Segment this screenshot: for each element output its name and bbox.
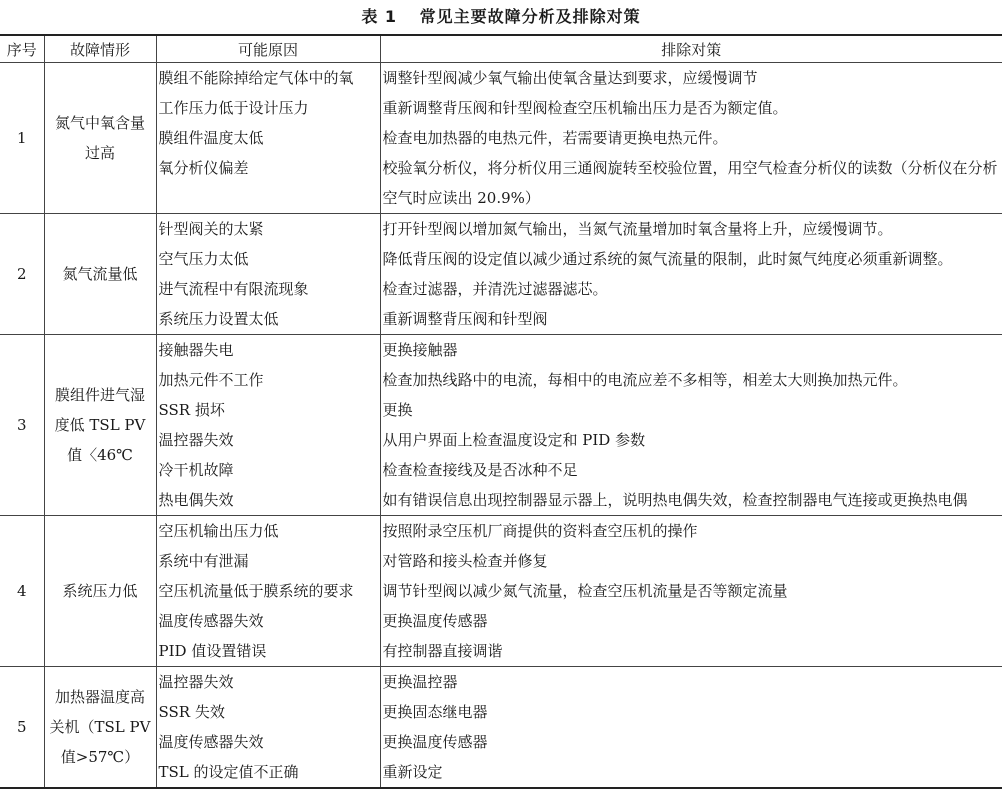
remedy-cell: 有控制器直接调谐 [380,636,1002,667]
remedy-cell: 如有错误信息出现控制器显示器上，说明热电偶失效，检查控制器电气连接或更换热电偶 [380,485,1002,516]
fault-symptom: 加热器温度高关机（TSL PV 值>57℃） [44,667,156,789]
cause-cell: TSL 的设定值不正确 [156,757,380,788]
row-index: 4 [0,516,44,667]
remedy-cell: 检查过滤器，并清洗过滤器滤芯。 [380,274,1002,304]
cause-cell: 针型阀关的太紧 [156,214,380,245]
cause-cell: 系统中有泄漏 [156,546,380,576]
remedy-cell: 重新设定 [380,757,1002,788]
header-cause: 可能原因 [156,35,380,63]
cause-cell: 空压机输出压力低 [156,516,380,547]
cause-cell: 热电偶失效 [156,485,380,516]
cause-cell: 加热元件不工作 [156,365,380,395]
cause-cell: SSR 损坏 [156,395,380,425]
cause-cell: 温控器失效 [156,667,380,698]
cause-cell: 空气压力太低 [156,244,380,274]
fault-analysis-table [0,34,1002,789]
remedy-cell: 校验氧分析仪，将分析仪用三通阀旋转至校验位置，用空气检查分析仪的读数（分析仪在分析空气时应读出 20.9%） [380,153,1002,214]
remedy-cell: 更换固态继电器 [380,697,1002,727]
remedy-cell: 检查电加热器的电热元件，若需要请更换电热元件。 [380,123,1002,153]
table-row [0,667,1002,698]
table-row [0,516,1002,547]
remedy-cell: 对管路和接头检查并修复 [380,546,1002,576]
table-header-row [0,35,1002,63]
fault-symptom: 氮气中氧含量过高 [44,63,156,214]
table-row [0,214,1002,245]
header-idx: 序号 [0,35,44,63]
remedy-cell: 更换 [380,395,1002,425]
remedy-cell: 检查加热线路中的电流，每相中的电流应差不多相等，相差太大则换加热元件。 [380,365,1002,395]
header-symptom: 故障情形 [44,35,156,63]
table-row [0,63,1002,94]
cause-cell: 系统压力设置太低 [156,304,380,335]
table-title: 常见主要故障分析及排除对策 [419,7,641,26]
row-index: 5 [0,667,44,789]
cause-cell: 冷干机故障 [156,455,380,485]
remedy-cell: 更换温度传感器 [380,606,1002,636]
remedy-cell: 按照附录空压机厂商提供的资料查空压机的操作 [380,516,1002,547]
cause-cell: 膜组件温度太低 [156,123,380,153]
cause-cell: PID 值设置错误 [156,636,380,667]
remedy-cell: 更换温控器 [380,667,1002,698]
cause-cell: 膜组不能除掉给定气体中的氧 [156,63,380,94]
cause-cell: 温度传感器失效 [156,606,380,636]
row-index: 2 [0,214,44,335]
table-caption [0,0,1002,34]
remedy-cell: 检查检查接线及是否冰种不足 [380,455,1002,485]
header-remedy: 排除对策 [380,35,1002,63]
remedy-cell: 更换接触器 [380,335,1002,366]
table-number: 表 1 [361,7,398,26]
cause-cell: 接触器失电 [156,335,380,366]
cause-cell: 工作压力低于设计压力 [156,93,380,123]
cause-cell: 温控器失效 [156,425,380,455]
row-index: 1 [0,63,44,214]
table-row [0,335,1002,366]
remedy-cell: 打开针型阀以增加氮气输出，当氮气流量增加时氧含量将上升，应缓慢调节。 [380,214,1002,245]
remedy-cell: 重新调整背压阀和针型阀 [380,304,1002,335]
remedy-cell: 从用户界面上检查温度设定和 PID 参数 [380,425,1002,455]
remedy-cell: 重新调整背压阀和针型阀检查空压机输出压力是否为额定值。 [380,93,1002,123]
fault-symptom: 膜组件进气湿度低 TSL PV 值〈46℃ [44,335,156,516]
row-index: 3 [0,335,44,516]
cause-cell: 进气流程中有限流现象 [156,274,380,304]
remedy-cell: 更换温度传感器 [380,727,1002,757]
cause-cell: 氧分析仪偏差 [156,153,380,214]
remedy-cell: 降低背压阀的设定值以减少通过系统的氮气流量的限制，此时氮气纯度必须重新调整。 [380,244,1002,274]
remedy-cell: 调整针型阀减少氧气输出使氧含量达到要求，应缓慢调节 [380,63,1002,94]
cause-cell: SSR 失效 [156,697,380,727]
fault-symptom: 氮气流量低 [44,214,156,335]
remedy-cell: 调节针型阀以减少氮气流量，检查空压机流量是否等额定流量 [380,576,1002,606]
cause-cell: 空压机流量低于膜系统的要求 [156,576,380,606]
fault-symptom: 系统压力低 [44,516,156,667]
cause-cell: 温度传感器失效 [156,727,380,757]
